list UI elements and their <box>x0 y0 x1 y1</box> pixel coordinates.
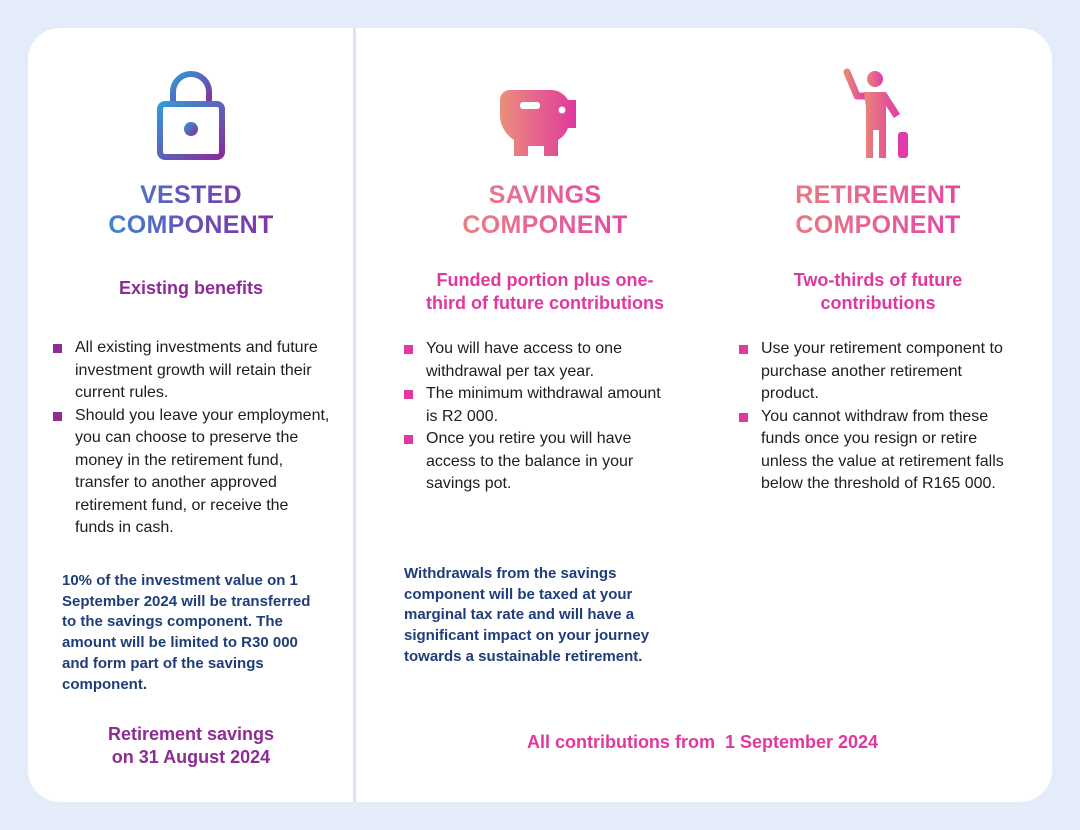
retirement-title-line1: RETIREMENT <box>795 181 961 209</box>
retirement-subtitle-line1: Two-thirds of future <box>793 270 963 290</box>
list-item: Should you leave your employment, you can choose to preserve the money in the retirement fund, transfer to another approved retirement fund, or receive the funds in cash. <box>53 405 331 540</box>
savings-title-line1: SAVINGS <box>488 181 602 209</box>
savings-note: Withdrawals from the savings component will be taxed at your marginal tax rate and will have a significant impact on your journey towards a sustainable retirement. <box>404 565 650 665</box>
piggy-bank-icon <box>496 80 586 160</box>
savings-subtitle <box>390 269 700 315</box>
savings-title <box>420 180 670 240</box>
vested-title-line2: COMPONENT <box>108 211 274 239</box>
savings-bullet-list <box>404 338 662 496</box>
vested-bullet-list <box>53 337 331 540</box>
list-item: All existing investments and future investment growth will retain their current rules. <box>53 337 331 405</box>
retirement-title <box>752 180 1004 240</box>
savings-subtitle-line2: third of future contributions <box>426 293 664 313</box>
vested-title <box>70 180 312 240</box>
list-item: The minimum withdrawal amount is R2 000. <box>404 383 662 428</box>
column-divider <box>353 28 356 802</box>
vested-footer-line2: on 31 August 2024 <box>111 747 271 767</box>
savings-subtitle-line1: Funded portion plus one- <box>436 270 654 290</box>
retirement-title-line2: COMPONENT <box>795 211 961 239</box>
lock-icon <box>154 70 228 162</box>
retirement-subtitle-line2: contributions <box>820 293 936 313</box>
contributions-footer: All contributions from 1 September 2024 <box>526 732 879 752</box>
vested-footer <box>60 723 322 769</box>
vested-title-line1: VESTED <box>140 181 242 209</box>
retirement-subtitle <box>748 269 1008 315</box>
list-item: You will have access to one withdrawal per tax year. <box>404 338 662 383</box>
list-item: Use your retirement component to purchase another retirement product. <box>739 338 1011 406</box>
vested-subtitle: Existing benefits <box>118 278 264 298</box>
vested-footer-line1: Retirement savings <box>107 724 275 744</box>
retired-person-waving-icon <box>842 68 912 160</box>
retirement-bullet-list <box>739 338 1011 496</box>
list-item: You cannot withdraw from these funds once you resign or retire unless the value at retirement falls below the threshold of R165 000. <box>739 406 1011 496</box>
savings-title-line2: COMPONENT <box>462 211 628 239</box>
vested-note: 10% of the investment value on 1 September 2024 will be transferred to the savings component. The amount will be limited to R30 000 and form part of the savings component. <box>62 572 311 693</box>
list-item: Once you retire you will have access to the balance in your savings pot. <box>404 428 662 496</box>
